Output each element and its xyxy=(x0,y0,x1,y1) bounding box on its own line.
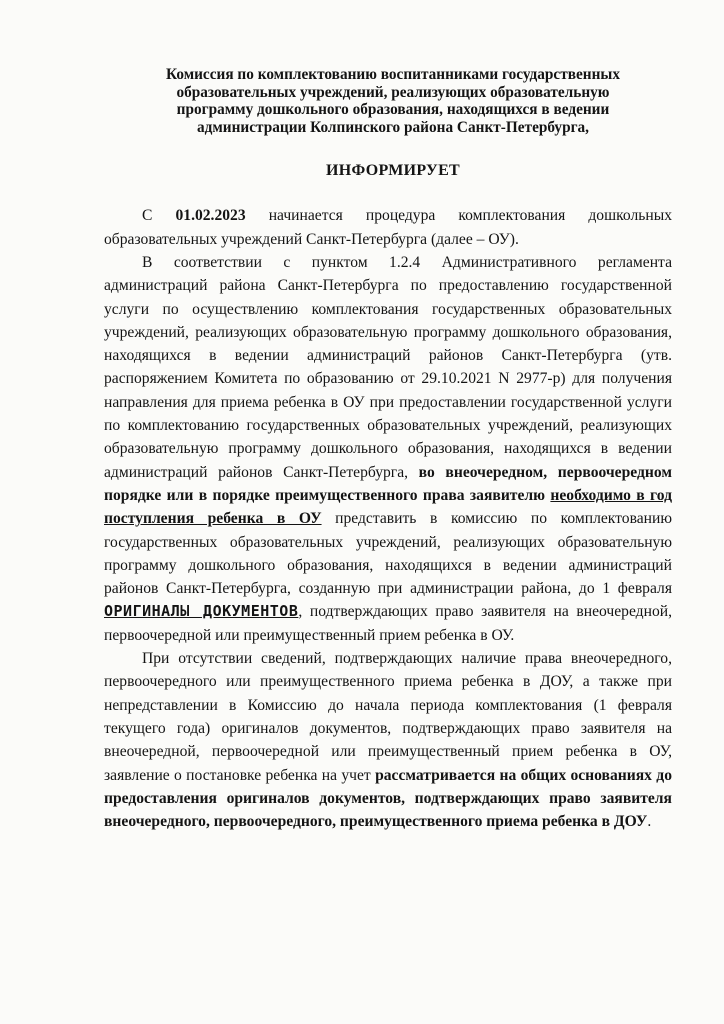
paragraph-2-text-end: , подтверждающих право заявителя на внеочередной, первоочередной или преимущественный прием ребенка в ОУ. xyxy=(104,603,673,644)
paragraph-2-text-continued: представить в комиссию по комплектованию государственных образовательных учреждений, реализующих образовательную программу дошкольного образования, находящихся в ведении администраций районов Санкт-Петербурга, созданную при администрации района, до 1 февраля xyxy=(104,510,673,598)
announcement-title: ИНФОРМИРУЕТ xyxy=(325,162,461,180)
paragraph-requirements xyxy=(104,251,672,647)
paragraph-3-text: При отсутствии сведений, подтверждающих наличие права внеочередного, первоочередного или преимущественного приема ребенка в ДОУ, а также при непредставлении в Комиссию до начала периода комплектования (1 февраля текущего года) оригиналов документов, подтверждающих право заявителя на внеочередной, первоочередной или преимущественный прием ребенка в ОУ, заявление о постановке ребенка на учет xyxy=(104,650,672,784)
paragraph-start-date xyxy=(104,204,672,251)
document-body xyxy=(104,204,672,833)
heading-line: Комиссия по комплектованию воспитанниками государственных xyxy=(166,66,620,83)
paragraph-3-end: . xyxy=(647,813,652,831)
heading-line: администрации Колпинского района Санкт-Петербурга, xyxy=(196,118,590,136)
deadline-emphasis: необходимо в год поступления ребенка в ОУ xyxy=(104,486,672,528)
paragraph-2-text: В соответствии с пунктом 1.2.4 Административного регламента администраций района Санкт-Петербурга по предоставлению государственной услуги по осуществлению комплектования государственных образовательных учреждений, реализующих образовательную программу дошкольного образования, находящихся в ведении администраций районов Санкт-Петербурга (утв. распоряжением Комитета по образованию от 29.10.2021 N 2977-р) для получения направления для приема ребенка в ОУ при предоставлении государственной услуги по комплектованию государственных образовательных учреждений, реализующих образовательную программу дошкольного образования, находящихся в ведении администраций районов Санкт-Петербурга, xyxy=(104,253,672,481)
heading-line: образовательных учреждений, реализующих образовательную xyxy=(176,83,610,101)
heading-line: программу дошкольного образования, находящихся в ведении xyxy=(176,101,610,119)
paragraph-1-text: начинается процедура комплектования дошкольных образовательных учреждений Санкт-Петербурга (далее – ОУ). xyxy=(104,207,672,248)
paragraph-absence-consequence xyxy=(104,647,672,833)
general-basis-emphasis: рассматривается на общих основаниях до предоставления оригиналов документов, подтверждающих право заявителя внеочередного, первоочередного, преимущественного приема ребенка в ДОУ xyxy=(104,766,672,831)
original-documents-emphasis: ОРИГИНАЛЫ ДОКУМЕНТОВ xyxy=(104,602,299,621)
paragraph-1-prefix: С xyxy=(142,207,176,225)
start-date: 01.02.2023 xyxy=(175,207,246,225)
priority-order-text: во внеочередном, первоочередном порядке или в порядке преимущественного права заявителю xyxy=(104,463,672,504)
document-heading xyxy=(114,66,672,136)
